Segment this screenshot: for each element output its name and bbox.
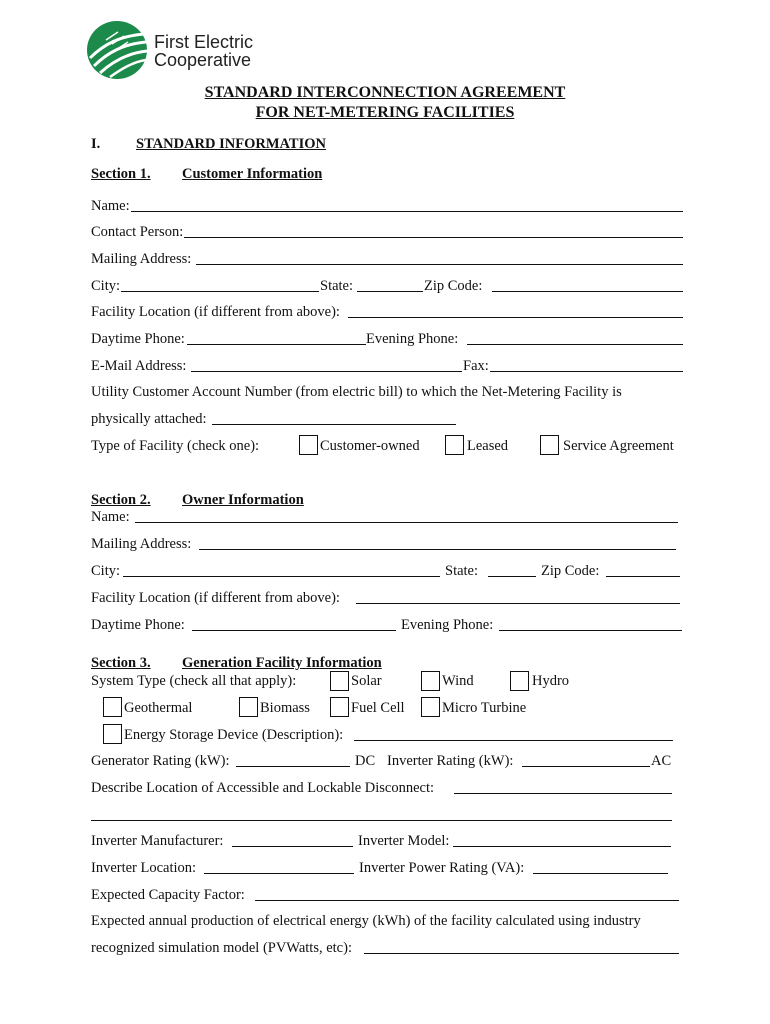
s1-evephone-field[interactable]	[467, 344, 683, 345]
s1-evephone-label: Evening Phone:	[366, 331, 459, 347]
logo-text-line2: Cooperative	[154, 50, 252, 70]
s2-name-label: Name:	[91, 509, 130, 525]
annual-production-text: Expected annual production of electrical energy (kWh) of the facility calculated using industry	[91, 913, 641, 929]
s1-fax-field[interactable]	[490, 371, 683, 372]
disconnect-field[interactable]	[454, 793, 672, 794]
document-title-line1: STANDARD INTERCONNECTION AGREEMENT	[204, 84, 566, 101]
service-agreement-checkbox[interactable]	[540, 435, 559, 455]
inverter-model-label: Inverter Model:	[358, 833, 450, 849]
s3-system-type-label: System Type (check all that apply):	[91, 673, 297, 689]
annual-production-label: recognized simulation model (PVWatts, etc):	[91, 940, 352, 956]
inverter-manufacturer-field[interactable]	[232, 846, 353, 847]
s1-name-label: Name:	[91, 198, 130, 214]
customer-owned-checkbox[interactable]	[299, 435, 318, 455]
micro-turbine-checkbox[interactable]	[421, 697, 440, 717]
logo-globe-icon	[86, 20, 148, 80]
wind-checkbox[interactable]	[421, 671, 440, 691]
s2-mailing-label: Mailing Address:	[91, 536, 192, 552]
section2-number: Section 2.	[91, 492, 151, 508]
s2-evephone-label: Evening Phone:	[401, 617, 494, 633]
section2-title: Owner Information	[182, 492, 304, 508]
s1-city-field[interactable]	[121, 291, 319, 292]
s1-mailing-field[interactable]	[196, 264, 683, 265]
biomass-label: Biomass	[260, 700, 310, 716]
micro-turbine-label: Micro Turbine	[442, 700, 527, 716]
customer-owned-label: Customer-owned	[320, 438, 420, 454]
s1-contact-label: Contact Person:	[91, 224, 184, 240]
s1-facility-label: Facility Location (if different from above):	[91, 304, 340, 320]
s2-dayphone-label: Daytime Phone:	[91, 617, 185, 633]
s2-name-field[interactable]	[135, 522, 678, 523]
s2-city-field[interactable]	[123, 576, 440, 577]
inverter-model-field[interactable]	[453, 846, 671, 847]
logo-text-line1: First Electric	[154, 32, 253, 52]
dc-label: DC	[355, 753, 376, 769]
s2-dayphone-field[interactable]	[192, 630, 396, 631]
s2-state-field[interactable]	[488, 576, 536, 577]
s1-name-field[interactable]	[131, 211, 683, 212]
s2-mailing-field[interactable]	[199, 549, 676, 550]
s2-evephone-field[interactable]	[499, 630, 682, 631]
energy-storage-field[interactable]	[354, 740, 673, 741]
annual-production-field[interactable]	[364, 953, 679, 954]
s2-zip-label: Zip Code:	[541, 563, 600, 579]
s1-state-field[interactable]	[357, 291, 423, 292]
solar-label: Solar	[351, 673, 382, 689]
s1-account-field[interactable]	[212, 424, 456, 425]
biomass-checkbox[interactable]	[239, 697, 258, 717]
hydro-checkbox[interactable]	[510, 671, 529, 691]
s2-facility-label: Facility Location (if different from above):	[91, 590, 340, 606]
disconnect-field-continued[interactable]	[91, 820, 672, 821]
fuel-cell-label: Fuel Cell	[351, 700, 405, 716]
s1-mailing-label: Mailing Address:	[91, 251, 192, 267]
section3-title: Generation Facility Information	[182, 655, 382, 671]
section3-number: Section 3.	[91, 655, 151, 671]
leased-label: Leased	[467, 438, 509, 454]
s1-city-label: City:	[91, 278, 121, 294]
part-title: STANDARD INFORMATION	[136, 136, 326, 152]
generator-rating-label: Generator Rating (kW):	[91, 753, 230, 769]
part-number: I.	[91, 136, 101, 152]
wind-label: Wind	[442, 673, 474, 689]
geothermal-checkbox[interactable]	[103, 697, 122, 717]
s1-facility-field[interactable]	[348, 317, 683, 318]
geothermal-label: Geothermal	[124, 700, 193, 716]
inverter-power-label: Inverter Power Rating (VA):	[359, 860, 525, 876]
generator-rating-field[interactable]	[236, 766, 350, 767]
s2-zip-field[interactable]	[606, 576, 680, 577]
energy-storage-label: Energy Storage Device (Description):	[124, 727, 344, 743]
s1-zip-field[interactable]	[492, 291, 683, 292]
s1-fax-label: Fax:	[463, 358, 489, 374]
inverter-location-label: Inverter Location:	[91, 860, 197, 876]
s1-zip-label: Zip Code:	[424, 278, 483, 294]
s1-state-label: State:	[320, 278, 354, 294]
s1-facility-type-label: Type of Facility (check one):	[91, 438, 260, 454]
leased-checkbox[interactable]	[445, 435, 464, 455]
section1-number: Section 1.	[91, 166, 151, 182]
disconnect-label: Describe Location of Accessible and Lockable Disconnect:	[91, 780, 435, 796]
s2-city-label: City:	[91, 563, 121, 579]
energy-storage-checkbox[interactable]	[103, 724, 122, 744]
section1-title: Customer Information	[182, 166, 323, 182]
inverter-manufacturer-label: Inverter Manufacturer:	[91, 833, 224, 849]
fuel-cell-checkbox[interactable]	[330, 697, 349, 717]
s1-email-field[interactable]	[191, 371, 462, 372]
s2-state-label: State:	[445, 563, 479, 579]
s1-email-label: E-Mail Address:	[91, 358, 187, 374]
s1-account-text: Utility Customer Account Number (from electric bill) to which the Net-Metering Facility is	[91, 384, 622, 400]
solar-checkbox[interactable]	[330, 671, 349, 691]
s1-dayphone-label: Daytime Phone:	[91, 331, 185, 347]
s1-account-label: physically attached:	[91, 411, 207, 427]
capacity-factor-field[interactable]	[255, 900, 679, 901]
inverter-location-field[interactable]	[204, 873, 354, 874]
ac-label: AC	[651, 753, 672, 769]
inverter-power-field[interactable]	[533, 873, 668, 874]
inverter-rating-field[interactable]	[522, 766, 650, 767]
s1-contact-field[interactable]	[184, 237, 683, 238]
document-title-line2: FOR NET-METERING FACILITIES	[255, 104, 515, 121]
service-agreement-label: Service Agreement	[563, 438, 674, 454]
hydro-label: Hydro	[532, 673, 570, 689]
inverter-rating-label: Inverter Rating (kW):	[387, 753, 514, 769]
s1-dayphone-field[interactable]	[187, 344, 366, 345]
capacity-factor-label: Expected Capacity Factor:	[91, 887, 245, 903]
s2-facility-field[interactable]	[356, 603, 680, 604]
